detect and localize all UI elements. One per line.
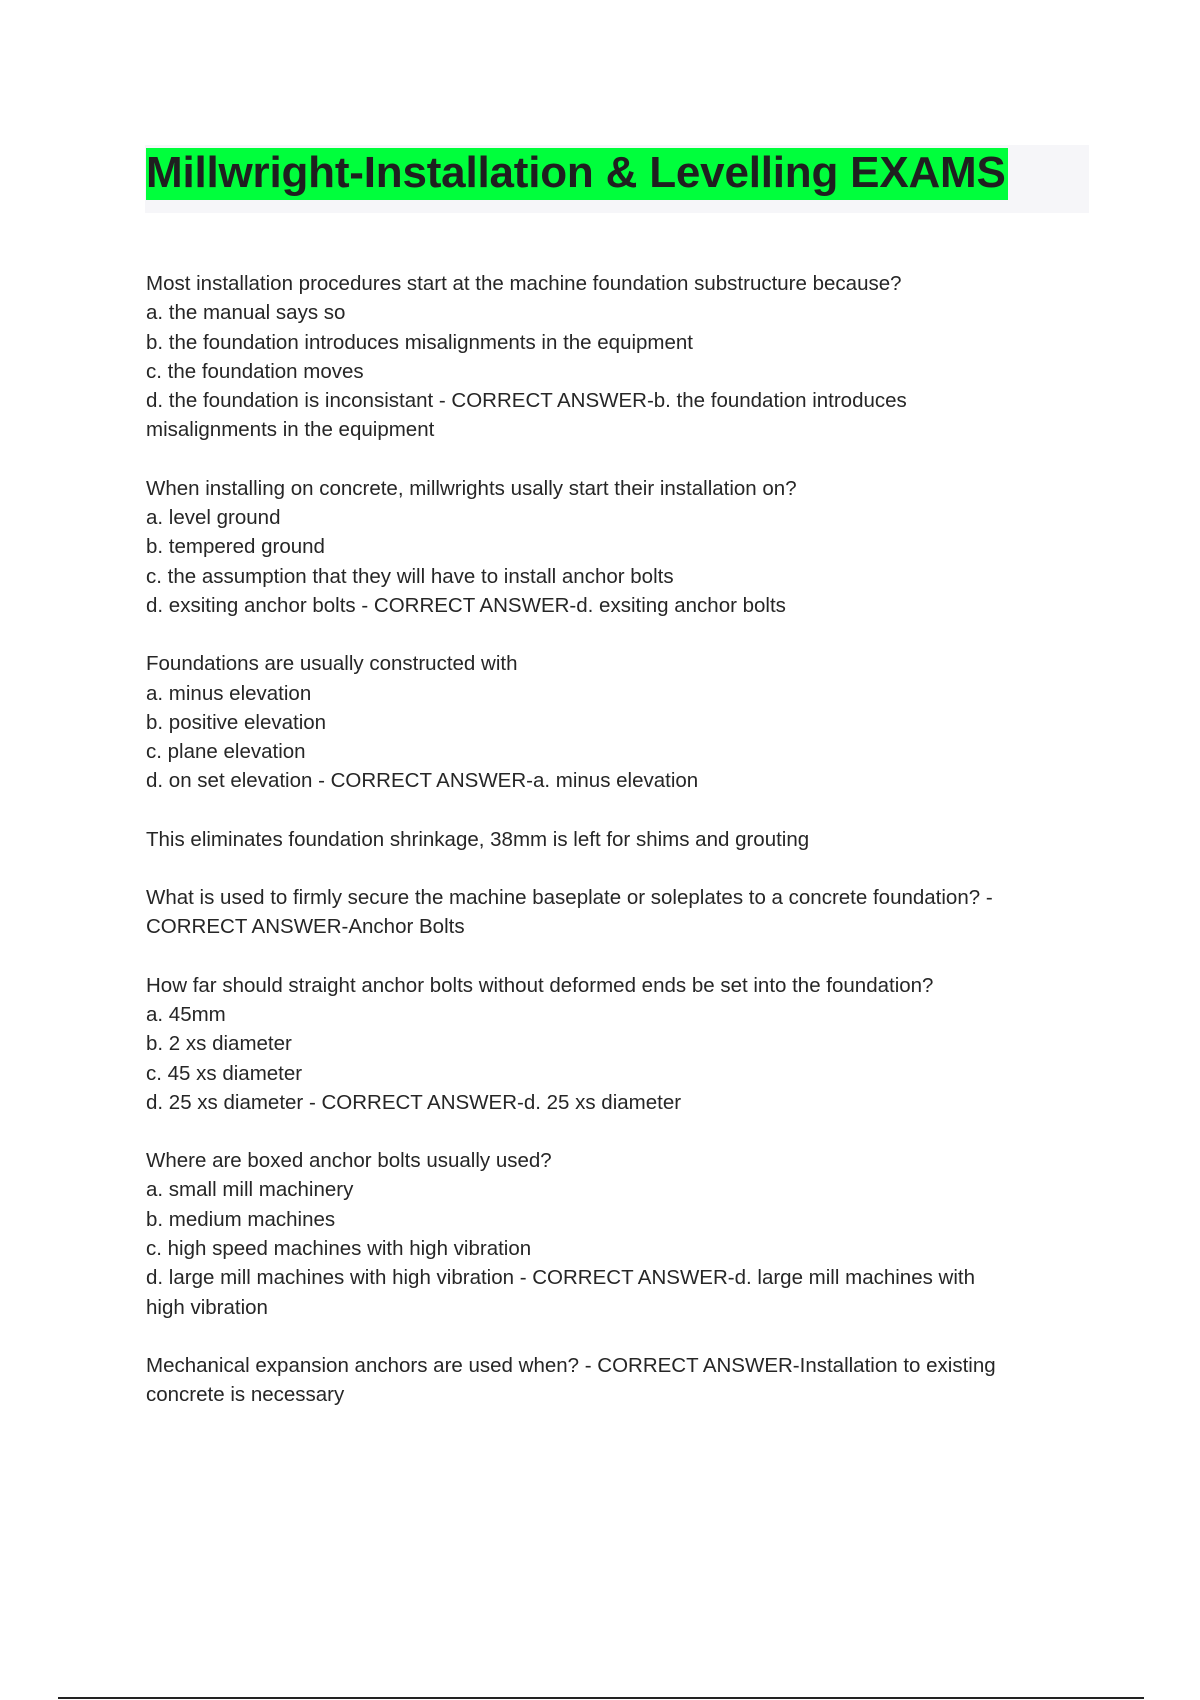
- option-c: c. the assumption that they will have to install anchor bolts: [146, 564, 674, 588]
- document-title: Millwright-Installation & Levelling EXAMS: [146, 148, 1008, 200]
- question-line: Foundations are usually constructed with: [146, 652, 518, 676]
- option-b: b. positive elevation: [146, 710, 327, 734]
- option-a: a. small mill machinery: [146, 1178, 354, 1202]
- option-d-answer: d. 25 xs diameter - CORRECT ANSWER-d. 25 xs diameter: [146, 1090, 682, 1114]
- option-d-answer: d. exsiting anchor bolts - CORRECT ANSWER-d. exsiting anchor bolts: [146, 593, 786, 617]
- answer-continuation: high vibration: [146, 1295, 268, 1319]
- option-c: c. plane elevation: [146, 740, 306, 764]
- qa-block-4: [146, 825, 1096, 854]
- qa-block-1: [146, 269, 1096, 445]
- option-a: a. the manual says so: [146, 301, 346, 325]
- answer-continuation: concrete is necessary: [146, 1383, 345, 1407]
- qa-block-3: [146, 649, 1096, 795]
- option-d-answer: d. large mill machines with high vibration - CORRECT ANSWER-d. large mill machines with: [146, 1266, 975, 1290]
- option-b: b. tempered ground: [146, 535, 325, 559]
- option-c: c. 45 xs diameter: [146, 1061, 303, 1085]
- question-line: Where are boxed anchor bolts usually used?: [146, 1149, 552, 1173]
- answer-line: CORRECT ANSWER-Anchor Bolts: [146, 915, 465, 939]
- option-c: c. high speed machines with high vibration: [146, 1237, 532, 1261]
- option-b: b. the foundation introduces misalignments in the equipment: [146, 330, 694, 354]
- option-a: a. level ground: [146, 506, 281, 530]
- answer-continuation: misalignments in the equipment: [146, 418, 435, 442]
- option-d-answer: d. the foundation is inconsistant - CORRECT ANSWER-b. the foundation introduces: [146, 389, 907, 413]
- question-line: Mechanical expansion anchors are used when? - CORRECT ANSWER-Installation to existing: [146, 1353, 996, 1377]
- option-b: b. 2 xs diameter: [146, 1032, 292, 1056]
- option-b: b. medium machines: [146, 1207, 336, 1231]
- page-bottom-rule: [58, 1697, 1144, 1699]
- qa-content: [146, 269, 1096, 1439]
- note-line: This eliminates foundation shrinkage, 38mm is left for shims and grouting: [146, 827, 810, 851]
- qa-block-7: [146, 1146, 1096, 1322]
- option-a: a. 45mm: [146, 1002, 226, 1026]
- question-line: Most installation procedures start at the machine foundation substructure because?: [146, 272, 902, 295]
- qa-block-2: [146, 474, 1096, 620]
- question-line: What is used to firmly secure the machine baseplate or soleplates to a concrete foundation? -: [146, 886, 993, 910]
- option-c: c. the foundation moves: [146, 359, 364, 383]
- question-line: How far should straight anchor bolts without deformed ends be set into the foundation?: [146, 973, 934, 997]
- option-d-answer: d. on set elevation - CORRECT ANSWER-a. minus elevation: [146, 769, 699, 793]
- qa-block-5: [146, 883, 1096, 942]
- qa-block-8: [146, 1351, 1096, 1410]
- option-a: a. minus elevation: [146, 681, 312, 705]
- qa-block-6: [146, 971, 1096, 1117]
- question-line: When installing on concrete, millwrights usally start their installation on?: [146, 476, 797, 500]
